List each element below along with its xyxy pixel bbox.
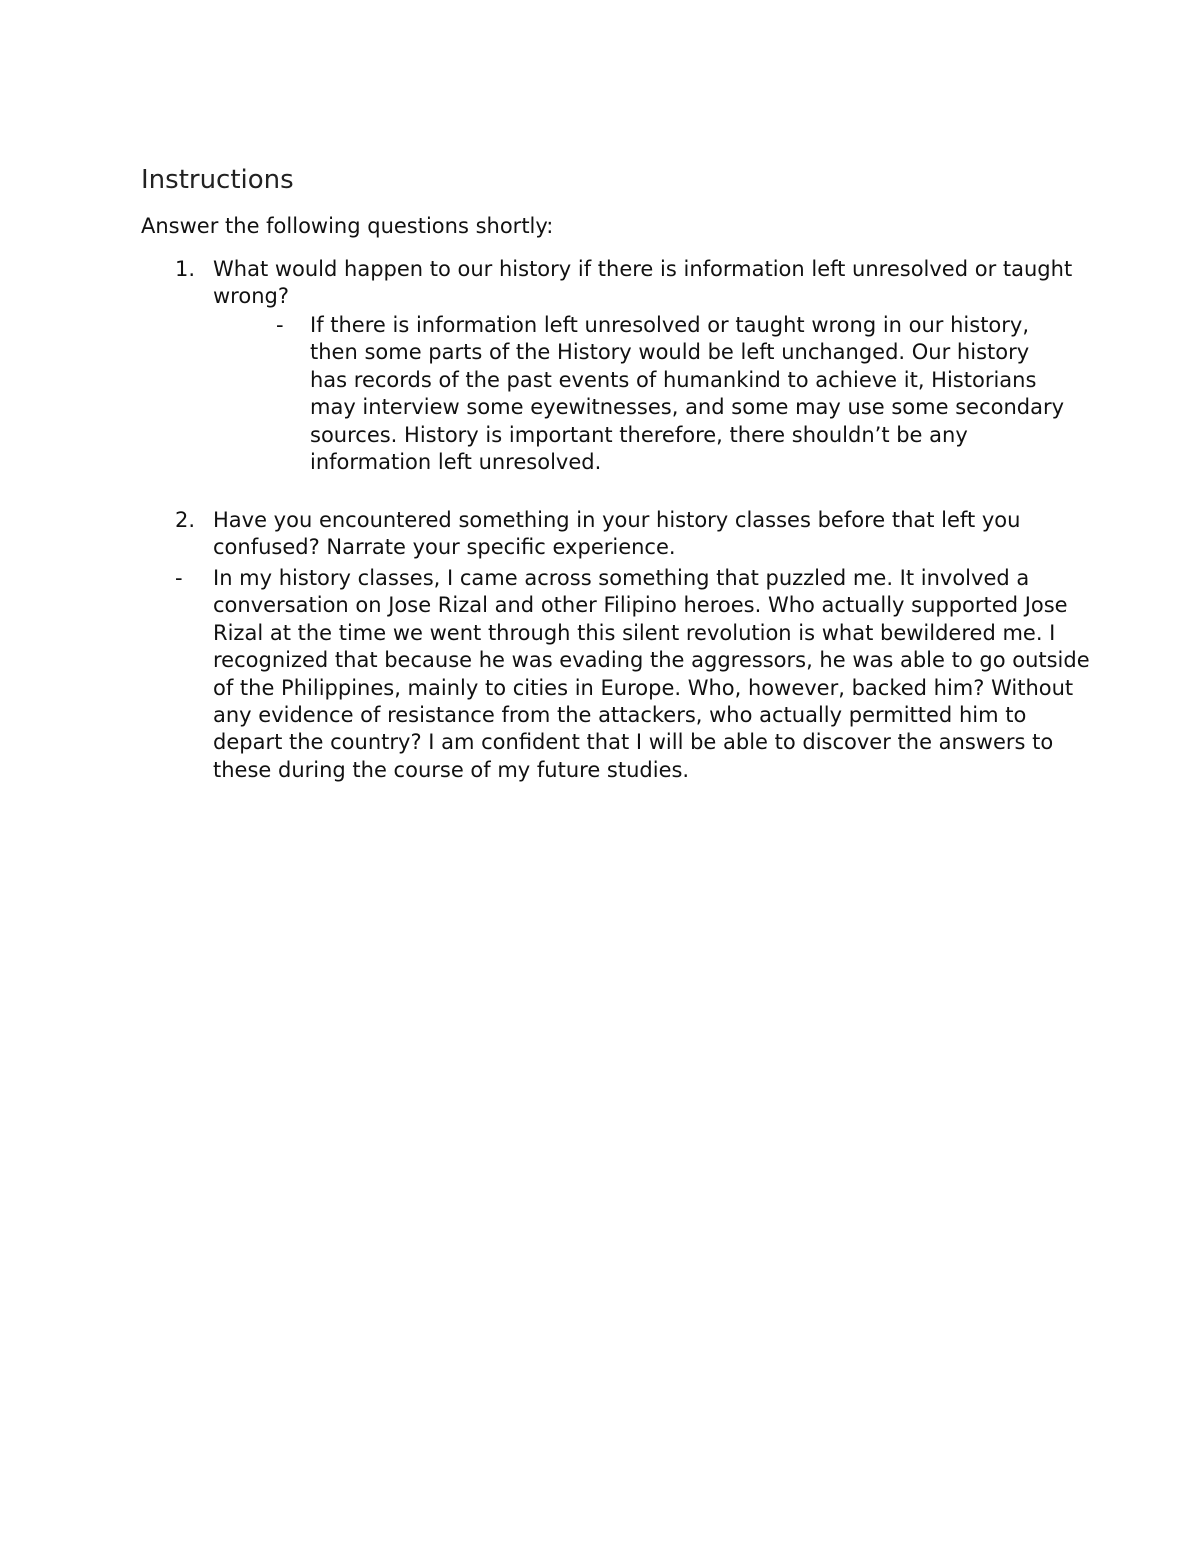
answer-2: [175, 565, 1093, 784]
question-text: What would happen to our history if there is information left unresolved or taught wrong?: [213, 257, 1073, 309]
question-2: [175, 507, 1083, 562]
answer-text: In my history classes, I came across something that puzzled me. It involved a conversation on Jose Rizal and other Filipino heroes. Who actually supported Jose Rizal at the time we went through this silent revolution is what bewildered me. I recognized that because he was evading the aggressors, he was able to go outside of the Philippines, mainly to cities in Europe. Who, however, backed him? Without any evidence of resistance from the attackers, who actually permitted him to depart the country? I am confident that I will be able to discover the answers to these during the course of my future studies.: [213, 566, 1090, 782]
answer-bullet: -: [276, 313, 284, 337]
question-text: Have you encountered something in your history classes before that left you confused? Narrate your specific experience.: [213, 508, 1021, 560]
answer-1: [276, 312, 1070, 476]
question-number: 2.: [175, 508, 196, 532]
question-number: 1.: [175, 257, 196, 281]
instructions-intro: Answer the following questions shortly:: [141, 214, 554, 238]
answer-bullet: -: [175, 566, 183, 590]
page-title: Instructions: [141, 165, 294, 195]
answer-text: If there is information left unresolved or taught wrong in our history, then some parts of the History would be left unchanged. Our history has records of the past events of humankind to achieve it, Historians may interview some eyewitnesses, and some may use some secondary sources. History is important therefore, there shouldn’t be any information left unresolved.: [310, 313, 1065, 475]
question-1: [175, 256, 1083, 311]
